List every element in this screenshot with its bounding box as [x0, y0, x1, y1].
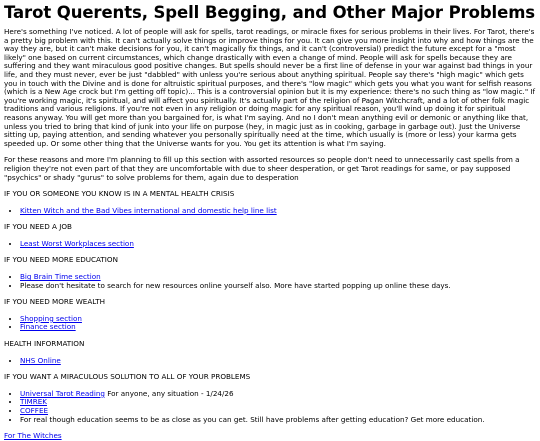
intro-paragraph-2: For these reasons and more I'm planning to fill up this section with assorted resources so people don't need to unnecessarily cast spells from a religion they're not even part of that they are uncomfortable with due to sheer desperation, or get Tarot readings for same, or pay supposed "psychics" or shady "gurus" to solve problems for them, again due to desperation	[4, 155, 520, 182]
nhs-online-link[interactable]: NHS Online	[20, 355, 61, 365]
resource-list	[4, 273, 536, 290]
section-job	[4, 223, 536, 248]
section-heading: IF YOU OR SOMEONE YOU KNOW IS IN A MENTAL HEALTH CRISIS	[4, 189, 235, 199]
section-wealth	[4, 298, 536, 332]
section-heading: IF YOU WANT A MIRACULOUS SOLUTION TO ALL OF YOUR PROBLEMS	[4, 372, 251, 382]
list-item	[20, 357, 536, 366]
page-title: Tarot Querents, Spell Begging, and Other Major Problems	[4, 3, 536, 22]
shopping-section-link[interactable]: Shopping section	[20, 313, 82, 323]
intro-paragraph: Here's something I've noticed. A lot of people will ask for spells, tarot readings, or miracle fixes for serious problems in their lives. For Tarot, there's a pretty big problem with this. It can't actually solve things or improve things for you. It can give you more insight into why and how things are the way they are, but it can't make decisions for you, it can't magically fix things, and it can't (controversial) predict the future except for a "most likely" one based on current circumstances, which change drastically with even a change of mind. People will ask for spells because they are suffering and they want miraculous good positive changes. But spells should never be a first line of defense in your war against bad things in your life, and they must never, ever be just "dabbled" with unless you're serious about anything spiritual. People say there's "high magic" which gets you in touch with the Divine and is done for altruistic spiritual purposes, and there's "low magic" which gets you what you want for selfish reasons (which is a New Age crock but I'm getting off topic)... This is a controversial opinion but it is my experience: there's no such thing as "low magic." If you're working magic, it's spiritual, and will affect you spiritually. It's actually part of the religion of Pagan Witchcraft, and a lot of other folk magic traditions and various religions. If you're not even in any religion or doing magic for any spiritual reason, you'll wind up doing it for spiritual reasons anyway. You will get more than you bargained for, is what I'm saying. And no I don't mean anything evil or demonic or anything like that, unless you tried to bring that kind of junk into your life on purpose (hey, in magic just as in cooking, garbage in garbage out). Just the Universe sitting up, paying attention, and sending whatever you personally spiritually need at the time, which usually is (more or less) your karma gets speeded up. Or some other thing that the Universe wants for you. You get its attention is what I'm saying.	[4, 27, 536, 148]
list-item	[20, 407, 536, 416]
least-worst-workplaces-link[interactable]: Least Worst Workplaces section	[20, 238, 134, 248]
section-education	[4, 256, 536, 290]
list-item	[20, 323, 536, 332]
section-heading: IF YOU NEED A JOB	[4, 222, 72, 232]
list-item	[20, 315, 536, 324]
coffee-link[interactable]: COFFEE	[20, 406, 49, 415]
list-item: • Please don't hesitate to search for new resources online yourself also. More have started popping up online these days.	[20, 282, 536, 291]
section-miraculous-solution	[4, 373, 536, 424]
timrek-link[interactable]: TIMREK	[20, 397, 47, 407]
list-item	[20, 390, 536, 399]
footer	[4, 432, 536, 441]
big-brain-time-link[interactable]: Big Brain Time section	[20, 272, 101, 282]
section-health	[4, 340, 536, 365]
resource-list	[4, 207, 536, 216]
resource-list	[4, 357, 536, 366]
list-item-text: For anyone, any situation - 1/24/26	[104, 388, 234, 398]
list-item	[20, 207, 536, 216]
section-heading: HEALTH INFORMATION	[4, 339, 85, 349]
for-the-witches-link[interactable]: For The Witches	[4, 431, 62, 441]
resource-list	[4, 240, 536, 249]
section-heading: IF YOU NEED MORE WEALTH	[4, 297, 106, 307]
list-item	[20, 240, 536, 249]
finance-section-link[interactable]: Finance section	[20, 322, 76, 332]
resource-list	[4, 390, 536, 424]
list-item	[20, 398, 536, 407]
section-mental-health	[4, 190, 536, 215]
help-line-list-link[interactable]: Kitten Witch and the Bad Vibes international and domestic help line list	[20, 205, 277, 215]
universal-tarot-reading-link[interactable]: Universal Tarot Reading	[20, 388, 105, 398]
section-heading: IF YOU NEED MORE EDUCATION	[4, 255, 118, 265]
list-item: • For real though education seems to be as close as you can get. Still have problems after getting education? Get more education.	[20, 416, 536, 425]
resource-list	[4, 315, 536, 332]
